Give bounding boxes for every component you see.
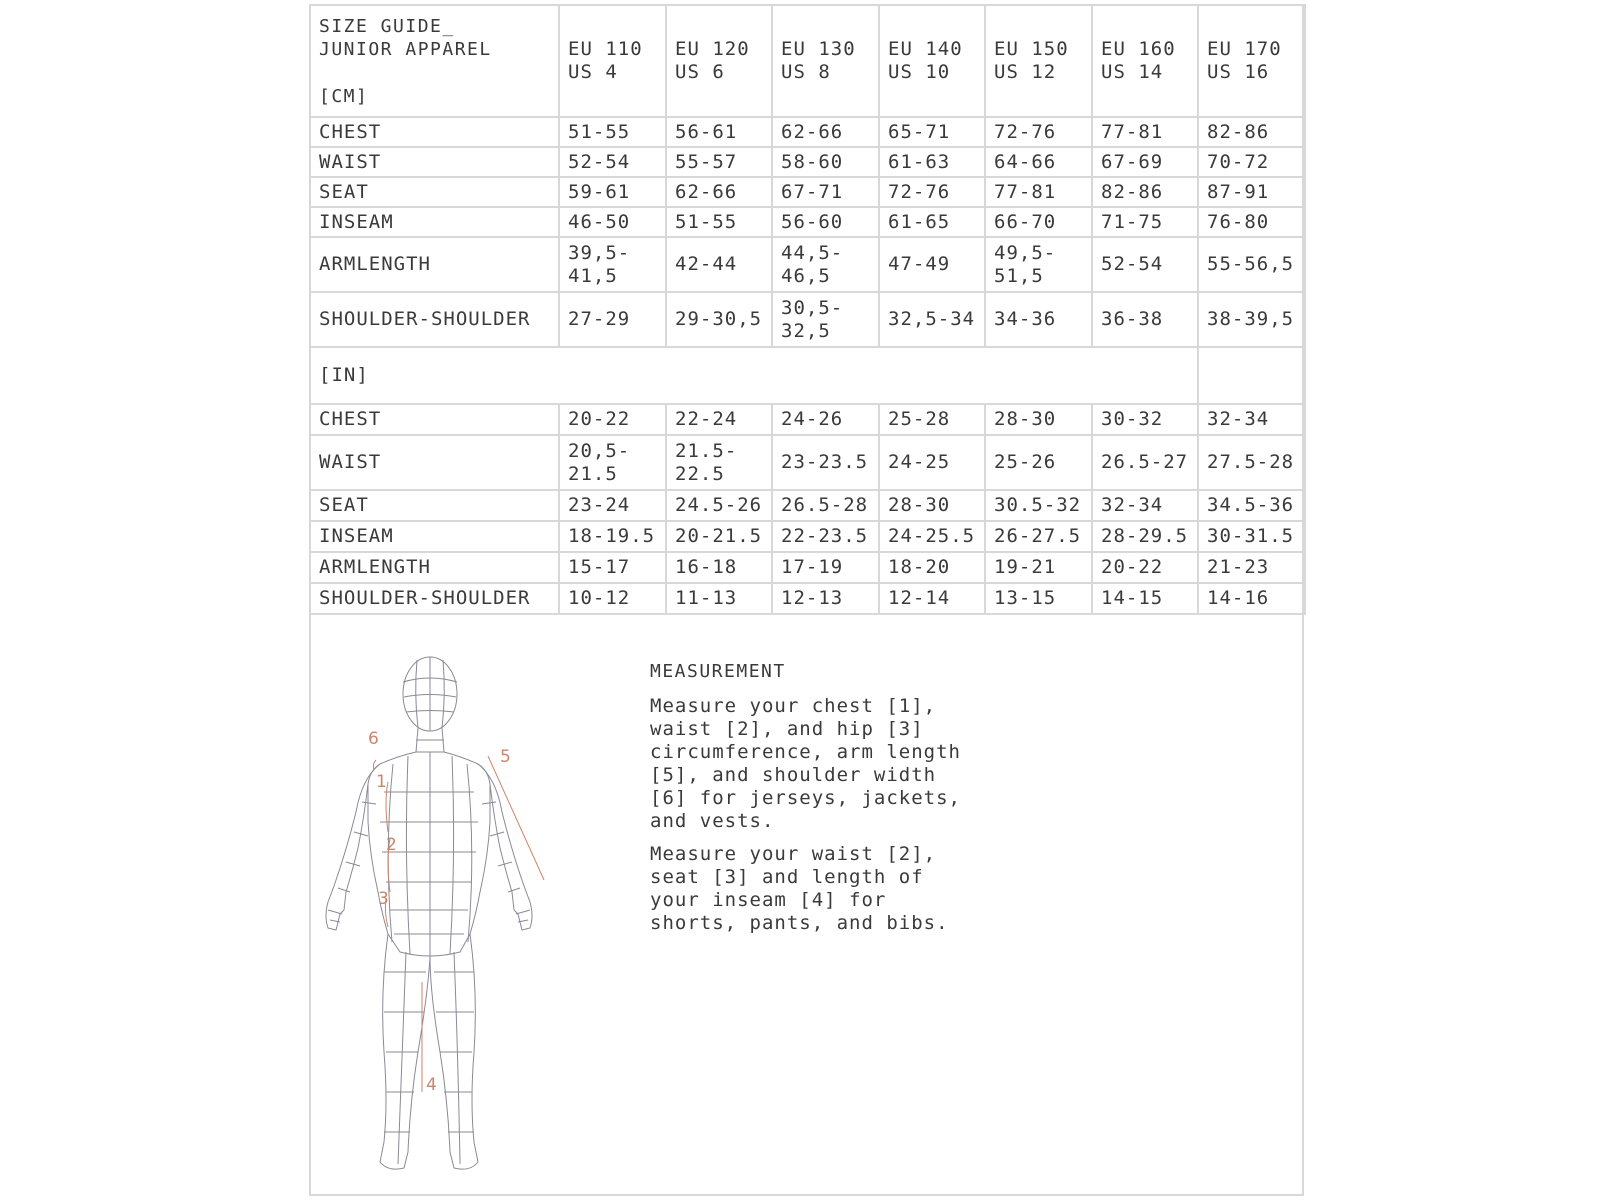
header-row (310, 5, 1305, 117)
unit-row-inch (310, 347, 1305, 404)
figure-label-3: 3 (378, 889, 389, 909)
table-cell: 17-19 (772, 552, 879, 583)
size-us: US 14 (1101, 61, 1164, 83)
table-cell: 23-24 (559, 490, 666, 521)
table-cell: 34-36 (985, 292, 1092, 347)
table-cell: 20,5-21.5 (559, 435, 666, 490)
table-cell: 20-22 (559, 404, 666, 435)
table-cell: 11-13 (666, 583, 772, 614)
table-cell: 38-39,5 (1198, 292, 1305, 347)
size-us: US 4 (568, 61, 618, 83)
table-cell: 20-22 (1092, 552, 1198, 583)
table-cell: 61-63 (879, 147, 985, 177)
row-label: INSEAM (310, 207, 559, 237)
table-cell: 77-81 (1092, 117, 1198, 147)
table-cell: 28-29.5 (1092, 521, 1198, 552)
table-cell: 15-17 (559, 552, 666, 583)
figure-label-5: 5 (500, 747, 511, 767)
size-header (772, 5, 879, 117)
table-cell: 70-72 (1198, 147, 1305, 177)
measurement-bottom-instructions: Measure your waist [2], seat [3] and length of your inseam [4] for shorts, pants, and bibs. (650, 843, 949, 934)
table-cell: 27-29 (559, 292, 666, 347)
table-cell: 27.5-28 (1198, 435, 1305, 490)
measurement-instructions (650, 660, 980, 945)
size-header (985, 5, 1092, 117)
table-row (310, 490, 1305, 521)
row-label: SEAT (310, 490, 559, 521)
table-cell: 22-23.5 (772, 521, 879, 552)
table-title (310, 5, 559, 117)
size-eu: EU 110 (568, 38, 643, 60)
size-us: US 16 (1207, 61, 1270, 83)
table-cell: 55-56,5 (1198, 237, 1305, 292)
table-cell: 77-81 (985, 177, 1092, 207)
table-cell: 22-24 (666, 404, 772, 435)
table-row (310, 521, 1305, 552)
size-eu: EU 140 (888, 38, 963, 60)
table-cell: 49,5-51,5 (985, 237, 1092, 292)
table-cell: 66-70 (985, 207, 1092, 237)
table-cell: 58-60 (772, 147, 879, 177)
table-cell: 25-26 (985, 435, 1092, 490)
table-row (310, 583, 1305, 614)
table-cell: 82-86 (1092, 177, 1198, 207)
table-cell: 18-20 (879, 552, 985, 583)
table-row (310, 117, 1305, 147)
measurement-top-instructions: Measure your chest [1], waist [2], and hip [3] circumference, arm length [5], and shoulder width [6] for jerseys, jackets, and vests. (650, 695, 961, 832)
table-cell: 28-30 (985, 404, 1092, 435)
figure-label-4: 4 (426, 1075, 437, 1095)
table-cell: 26.5-27 (1092, 435, 1198, 490)
row-label: WAIST (310, 147, 559, 177)
unit-row-blank (1198, 347, 1305, 404)
row-label: SEAT (310, 177, 559, 207)
figure-label-6: 6 (368, 729, 379, 749)
table-cell: 21-23 (1198, 552, 1305, 583)
table-cell: 14-16 (1198, 583, 1305, 614)
row-label: ARMLENGTH (310, 237, 559, 292)
table-cell: 32,5-34 (879, 292, 985, 347)
junior-body-figure (318, 652, 578, 1192)
title-line-2: JUNIOR APPAREL (319, 38, 492, 60)
table-cell: 52-54 (1092, 237, 1198, 292)
table-cell: 67-69 (1092, 147, 1198, 177)
table-row (310, 237, 1305, 292)
table-cell: 24.5-26 (666, 490, 772, 521)
size-header (666, 5, 772, 117)
table-row (310, 404, 1305, 435)
table-cell: 52-54 (559, 147, 666, 177)
table-cell: 12-13 (772, 583, 879, 614)
table-cell: 82-86 (1198, 117, 1305, 147)
size-us: US 10 (888, 61, 951, 83)
table-cell: 26-27.5 (985, 521, 1092, 552)
table-cell: 24-25 (879, 435, 985, 490)
table-row (310, 435, 1305, 490)
row-label: CHEST (310, 404, 559, 435)
table-cell: 65-71 (879, 117, 985, 147)
size-us: US 6 (675, 61, 725, 83)
unit-label-cm: [CM] (319, 85, 369, 107)
table-cell: 51-55 (666, 207, 772, 237)
row-label: ARMLENGTH (310, 552, 559, 583)
table-cell: 28-30 (879, 490, 985, 521)
table-cell: 16-18 (666, 552, 772, 583)
table-cell: 76-80 (1198, 207, 1305, 237)
table-cell: 18-19.5 (559, 521, 666, 552)
row-label: SHOULDER-SHOULDER (310, 583, 559, 614)
size-header (879, 5, 985, 117)
table-cell: 71-75 (1092, 207, 1198, 237)
table-cell: 14-15 (1092, 583, 1198, 614)
table-cell: 30-32 (1092, 404, 1198, 435)
size-eu: EU 130 (781, 38, 856, 60)
table-row (310, 177, 1305, 207)
unit-label-inch: [IN] (310, 347, 1198, 404)
table-cell: 42-44 (666, 237, 772, 292)
table-cell: 51-55 (559, 117, 666, 147)
table-cell: 32-34 (1198, 404, 1305, 435)
table-cell: 19-21 (985, 552, 1092, 583)
table-cell: 12-14 (879, 583, 985, 614)
table-cell: 62-66 (666, 177, 772, 207)
size-eu: EU 160 (1101, 38, 1176, 60)
table-cell: 72-76 (985, 117, 1092, 147)
figure-label-1: 1 (376, 772, 387, 792)
size-eu: EU 150 (994, 38, 1069, 60)
size-eu: EU 170 (1207, 38, 1282, 60)
size-us: US 8 (781, 61, 831, 83)
size-header (1092, 5, 1198, 117)
table-row (310, 292, 1305, 347)
table-cell: 25-28 (879, 404, 985, 435)
table-cell: 87-91 (1198, 177, 1305, 207)
table-cell: 64-66 (985, 147, 1092, 177)
row-label: INSEAM (310, 521, 559, 552)
table-cell: 24-26 (772, 404, 879, 435)
table-cell: 44,5-46,5 (772, 237, 879, 292)
table-cell: 24-25.5 (879, 521, 985, 552)
size-eu: EU 120 (675, 38, 750, 60)
table-cell: 23-23.5 (772, 435, 879, 490)
table-cell: 72-76 (879, 177, 985, 207)
table-cell: 21.5-22.5 (666, 435, 772, 490)
table-row (310, 207, 1305, 237)
table-cell: 62-66 (772, 117, 879, 147)
table-cell: 56-61 (666, 117, 772, 147)
figure-label-2: 2 (386, 835, 397, 855)
table-cell: 56-60 (772, 207, 879, 237)
table-cell: 46-50 (559, 207, 666, 237)
table-row (310, 147, 1305, 177)
table-cell: 30.5-32 (985, 490, 1092, 521)
measurement-title: MEASUREMENT (650, 661, 786, 682)
table-cell: 13-15 (985, 583, 1092, 614)
size-table (309, 4, 1306, 615)
size-us: US 12 (994, 61, 1057, 83)
table-cell: 61-65 (879, 207, 985, 237)
table-cell: 20-21.5 (666, 521, 772, 552)
size-header (559, 5, 666, 117)
size-header (1198, 5, 1305, 117)
table-row (310, 552, 1305, 583)
row-label: SHOULDER-SHOULDER (310, 292, 559, 347)
table-cell: 30,5-32,5 (772, 292, 879, 347)
table-cell: 55-57 (666, 147, 772, 177)
table-cell: 47-49 (879, 237, 985, 292)
row-label: WAIST (310, 435, 559, 490)
table-cell: 36-38 (1092, 292, 1198, 347)
table-cell: 30-31.5 (1198, 521, 1305, 552)
table-cell: 67-71 (772, 177, 879, 207)
table-cell: 34.5-36 (1198, 490, 1305, 521)
table-cell: 10-12 (559, 583, 666, 614)
title-line-1: SIZE GUIDE_ (319, 15, 455, 37)
table-cell: 59-61 (559, 177, 666, 207)
row-label: CHEST (310, 117, 559, 147)
table-cell: 39,5-41,5 (559, 237, 666, 292)
table-cell: 29-30,5 (666, 292, 772, 347)
table-cell: 26.5-28 (772, 490, 879, 521)
table-cell: 32-34 (1092, 490, 1198, 521)
